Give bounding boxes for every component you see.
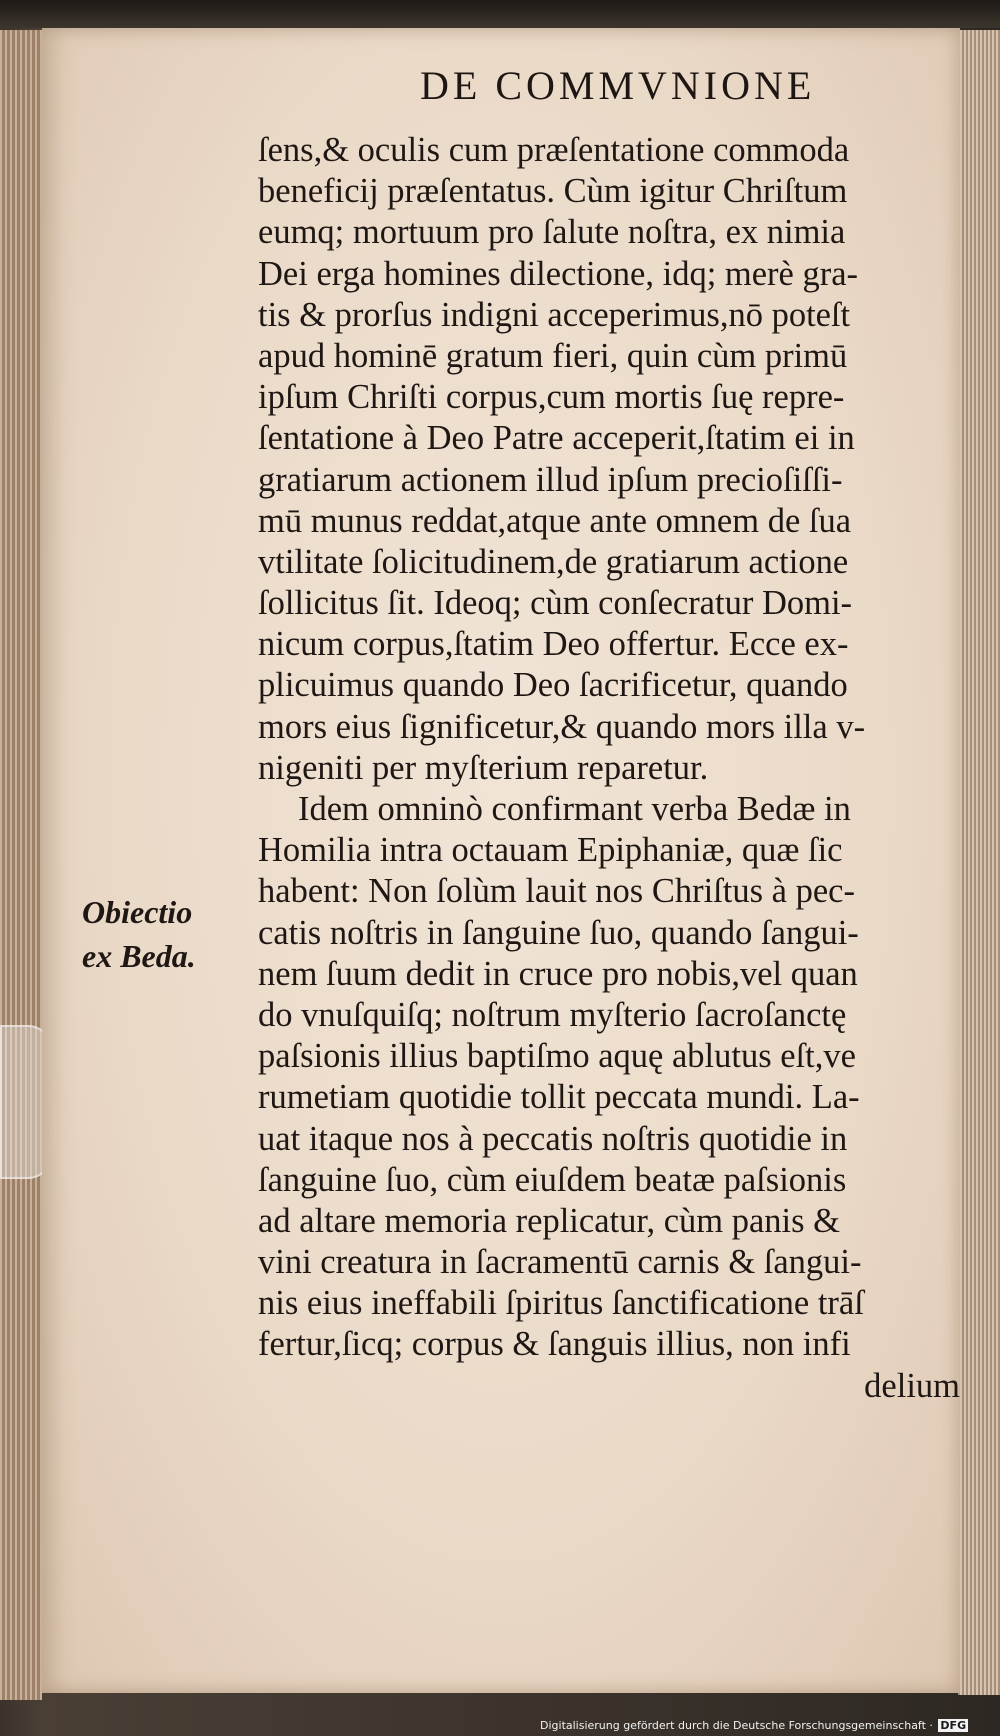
book-page-edges-left xyxy=(0,30,42,1700)
text-line: ſens,& oculis cum præſentatione commoda xyxy=(258,131,850,169)
text-line: Idem omninò confirmant verba Bedæ in xyxy=(298,790,851,828)
text-line: beneficij præſentatus. Cùm igitur Chriſtum xyxy=(258,172,848,211)
text-line: nem ſuum dedit in cruce pro nobis,vel quan xyxy=(258,954,858,993)
margin-note-line: ex Beda. xyxy=(82,938,196,974)
text-line: ſollicitus ſit. Ideoq; cùm conſecratur Domi- xyxy=(258,584,853,623)
body-text xyxy=(258,130,978,1407)
text-line: ad altare memoria replicatur, cùm panis & xyxy=(258,1201,841,1240)
text-line: nigeniti per myſterium reparetur. xyxy=(258,748,709,787)
text-line: vtilitate ſolicitudinem,de gratiarum actione xyxy=(258,542,849,581)
text-line: do vnuſquiſq; noſtrum myſterio ſacroſanctę xyxy=(258,995,847,1034)
text-line: apud hominē gratum fieri, quin cùm primū xyxy=(258,336,848,375)
text-line: mors eius ſignificetur,& quando mors illa v- xyxy=(258,707,866,746)
text-line: vini creatura in ſacramentū carnis & ſangui- xyxy=(258,1243,862,1282)
text-line: uat itaque nos à peccatis noſtris quotidie in xyxy=(258,1119,848,1158)
text-line: habent: Non ſolùm lauit nos Chriſtus à pec- xyxy=(258,872,855,911)
credit-text: Digitalisierung gefördert durch die Deutsche Forschungsgemeinschaft · xyxy=(540,1719,933,1732)
digitization-credit xyxy=(540,1719,968,1732)
text-line: Dei erga homines dilectione, idq; merè gra- xyxy=(258,254,859,293)
text-line: gratiarum actionem illud ipſum precioſiſſi- xyxy=(258,460,843,499)
text-line: nis eius ineffabili ſpiritus ſanctificatione trāſ xyxy=(258,1284,864,1323)
catchword: delium xyxy=(864,1366,960,1405)
running-head: DE COMMVNIONE xyxy=(420,63,816,108)
text-line: ſentatione à Deo Patre acceperit,ſtatim ei in xyxy=(258,419,855,458)
text-line: fertur,ſicq; corpus & ſanguis illius, non infi xyxy=(258,1325,851,1364)
text-line: tis & prorſus indigni acceperimus,nō poteſt xyxy=(258,295,851,334)
text-line: Homilia intra octauam Epiphaniæ, quæ ſic xyxy=(258,831,843,870)
scan-top-edge xyxy=(0,0,1000,28)
text-line: mū munus reddat,atque ante omnem de ſua xyxy=(258,501,852,540)
margin-note-line: Obiectio xyxy=(82,894,193,930)
text-line: eumq; mortuum pro ſalute noſtra, ex nimia xyxy=(258,213,846,252)
text-line: plicuimus quando Deo ſacrificetur, quando xyxy=(258,666,848,705)
text-line: catis noſtris in ſanguine ſuo, quando ſangui- xyxy=(258,913,859,952)
dfg-logo: DFG xyxy=(940,1719,967,1732)
text-line: paſsionis illius baptiſmo aquę ablutus eſt,ve xyxy=(258,1037,856,1076)
text-line: rumetiam quotidie tollit peccata mundi. La- xyxy=(258,1078,860,1117)
text-line: ipſum Chriſti corpus,cum mortis ſuę repre- xyxy=(258,378,845,417)
text-line: nicum corpus,ſtatim Deo offertur. Ecce ex- xyxy=(258,625,849,664)
margin-note xyxy=(82,890,196,978)
text-line: ſanguine ſuo, cùm eiuſdem beatæ paſsionis xyxy=(258,1160,847,1199)
